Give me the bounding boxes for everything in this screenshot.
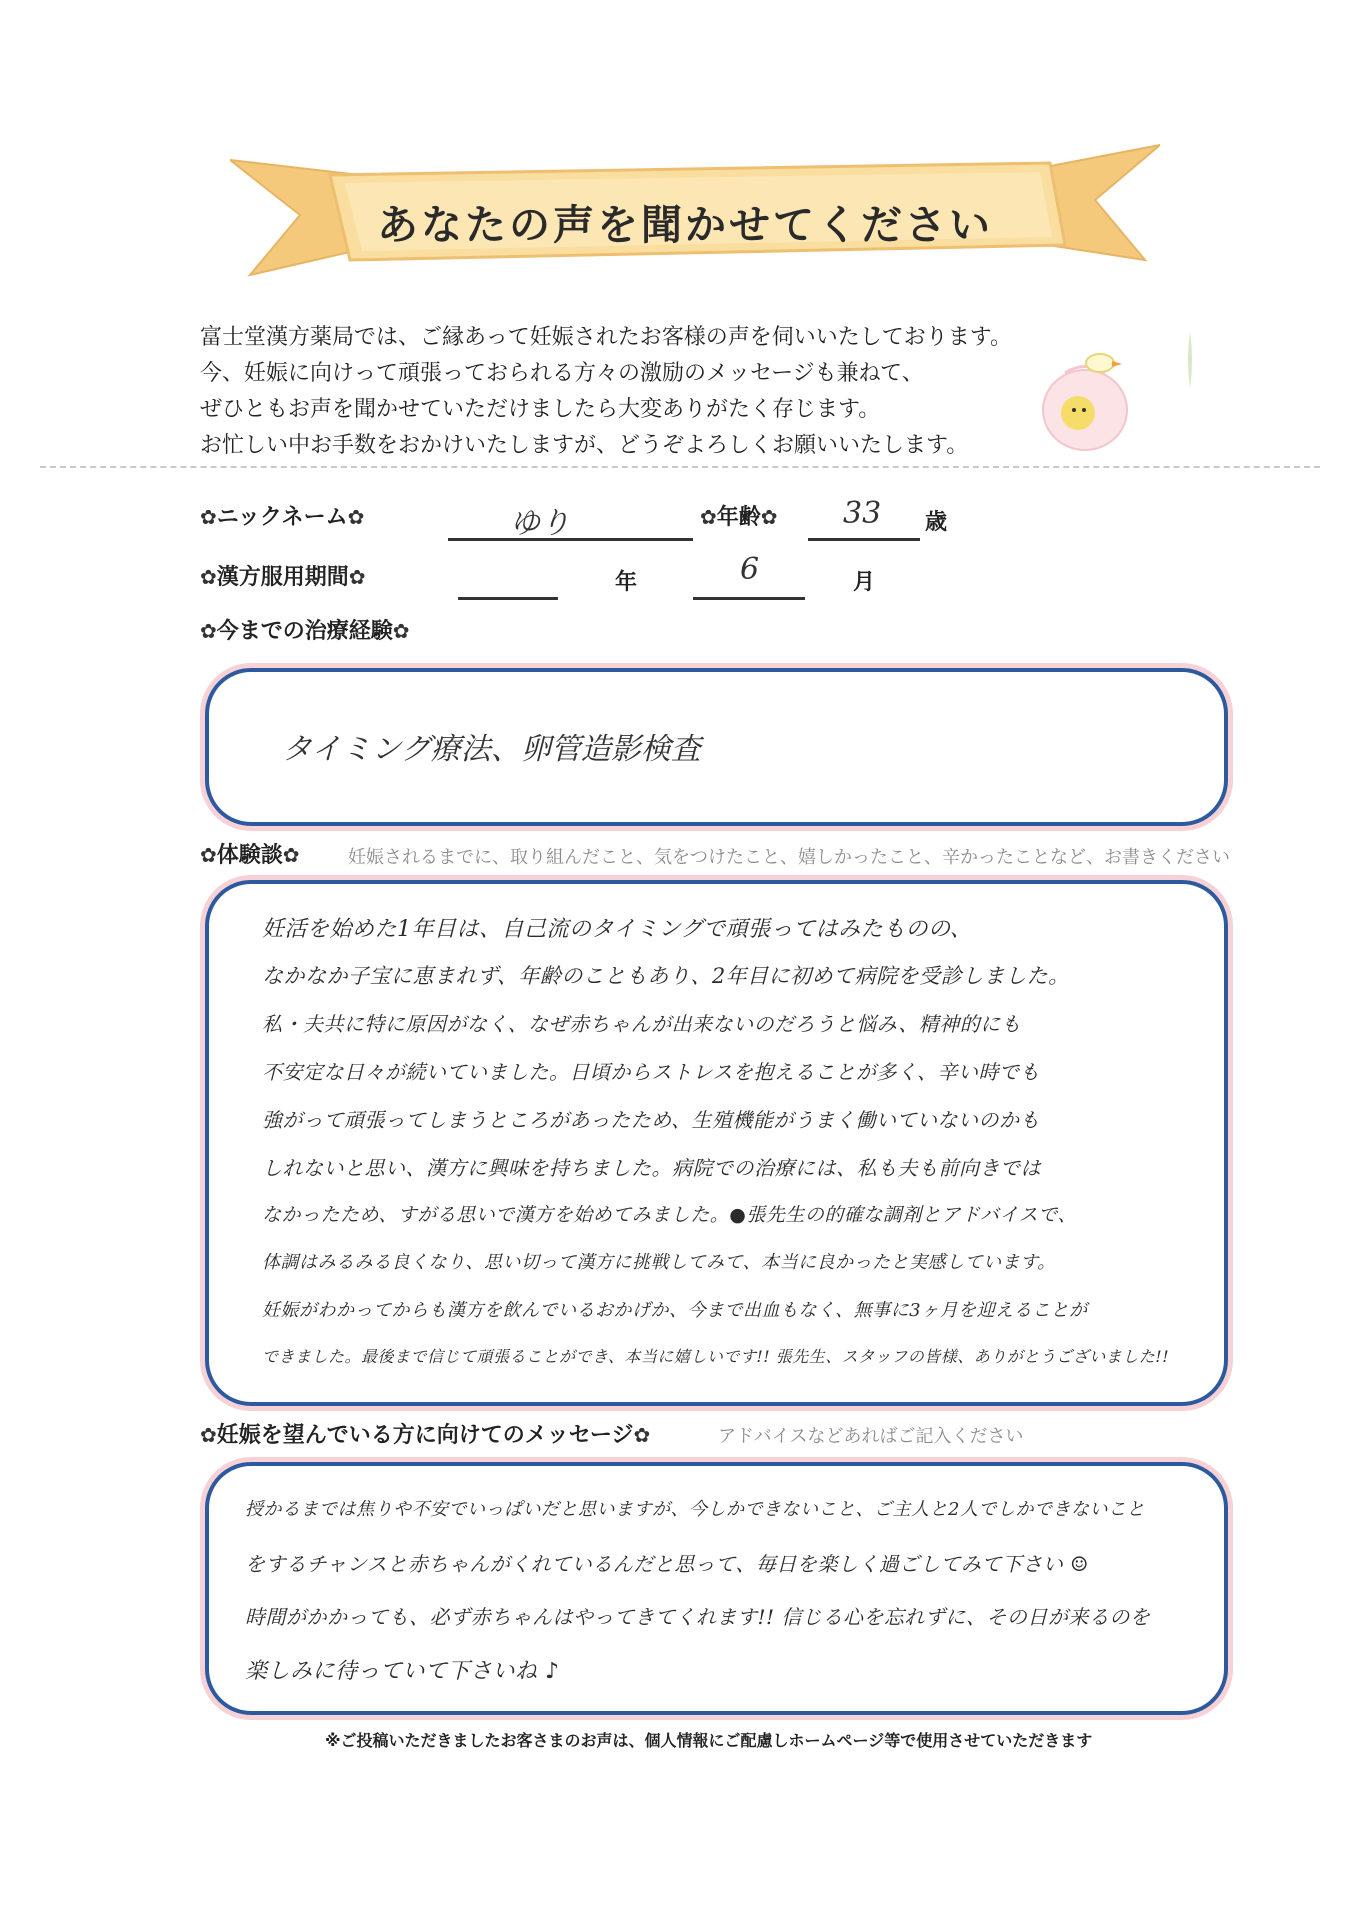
message-line: 楽しみに待っていて下さいね ♪ [245,1659,560,1684]
experience-line: 私・夫共に特に原因がなく、なぜ赤ちゃんが出来ないのだろうと悩み、精神的にも [262,1012,1022,1036]
message-label: ✿妊娠を望んでいる方に向けてのメッセージ✿ [200,1423,651,1448]
flower-icon: ✿ [200,565,217,589]
flower-icon: ✿ [347,505,365,529]
year-unit: 年 [615,570,638,595]
flower-icon: ✿ [760,505,778,529]
flower-icon: ✿ [200,619,217,643]
footer-note: ※ご投稿いただきましたお客さまのお声は、個人情報にご配慮しホームページ等で使用させていただきます [325,1731,1093,1750]
intro-line: お忙しい中お手数をおかけいたしますが、どうぞよろしくお願いいたします。 [200,433,969,458]
period-years-underline [458,597,558,600]
age-value[interactable]: 33 [843,496,882,531]
baby-chick-icon [1030,335,1140,455]
experience-line: 妊娠がわかってからも漢方を飲んでいるおかげか、今まで出血もなく、無事に3ヶ月を迎えることが [262,1300,1088,1321]
experience-box[interactable] [205,880,1228,1406]
age-unit: 歳 [925,510,948,535]
flower-icon: ✿ [348,565,366,589]
experience-line: 強がって頑張ってしまうところがあったため、生殖機能がうまく働いていないのかも [262,1108,1040,1132]
flower-icon: ✿ [200,843,217,867]
treatment-label: ✿今までの治療経験✿ [200,619,410,644]
experience-line: なかなか子宝に恵まれず、年齢のこともあり、2年目に初めて病院を受診しました。 [262,964,1070,988]
experience-line: しれないと思い、漢方に興味を持ちました。病院での治療には、私も夫も前向きでは [262,1156,1041,1180]
experience-hint: 妊娠されるまでに、取り組んだこと、気をつけたこと、嬉しかったこと、辛かったことなど、お書きください [348,847,1230,868]
divider [40,466,1320,468]
period-label: ✿漢方服用期間✿ [200,565,366,590]
experience-line: 体調はみるみる良くなり、思い切って漢方に挑戦してみて、本当に良かったと実感しています。 [262,1252,1056,1273]
flower-icon: ✿ [200,505,217,529]
treatment-value: タイミング療法、卵管造影検査 [282,732,701,767]
intro-line: 富士堂漢方薬局では、ご縁あって妊娠されたお客様の声を伺いいたしております。 [200,325,1013,350]
message-line: をするチャンスと赤ちゃんがくれているんだと思って、毎日を楽しく過ごしてみて下さい ☺ [245,1552,1089,1576]
period-months-underline [693,597,805,600]
nickname-value[interactable]: ゆり [510,506,570,541]
experience-label: ✿体験談✿ [200,843,300,868]
intro-line: 今、妊娠に向けって頑張っておられる方々の激励のメッセージも兼ねて、 [200,361,924,386]
message-line: 授かるまでは焦りや不安でいっぱいだと思いますが、今しかできないこと、ご主人と2人でしかできないこと [245,1499,1145,1520]
flower-icon: ✿ [200,1423,217,1447]
feather-icon [1180,330,1200,390]
nickname-underline [448,538,693,541]
experience-line: なかったため、すがる思いで漢方を始めてみました。●張先生の的確な調剤とアドバイスで、 [262,1204,1077,1226]
intro-line: ぜひともお声を聞かせていただけましたら大変ありがたく存じます。 [200,397,881,422]
flower-icon: ✿ [633,1423,651,1447]
experience-line: 妊活を始めた1年目は、自己流のタイミングで頑張ってはみたものの、 [262,917,973,942]
age-label: ✿年齢✿ [700,505,778,530]
period-months-value[interactable]: 6 [740,552,760,587]
page-title: あなたの声を聞かせてください [377,201,993,249]
month-unit: 月 [853,570,876,595]
message-line: 時間がかかっても、必ず赤ちゃんはやってきてくれます!! 信じる心を忘れずに、その日が来るのを [245,1605,1151,1629]
age-underline [808,538,920,541]
flower-icon: ✿ [392,619,410,643]
flower-icon: ✿ [282,843,300,867]
message-hint: アドバイスなどあればご記入ください [718,1426,1024,1447]
experience-line: 不安定な日々が続いていました。日頃からストレスを抱えることが多く、辛い時でも [262,1060,1040,1084]
experience-line: できました。最後まで信じて頑張ることができ、本当に嬉しいです!! 張先生、スタッフの皆様、ありがとうございました!! [262,1347,1170,1366]
nickname-label: ✿ニックネーム✿ [200,505,365,530]
flower-icon: ✿ [700,505,717,529]
